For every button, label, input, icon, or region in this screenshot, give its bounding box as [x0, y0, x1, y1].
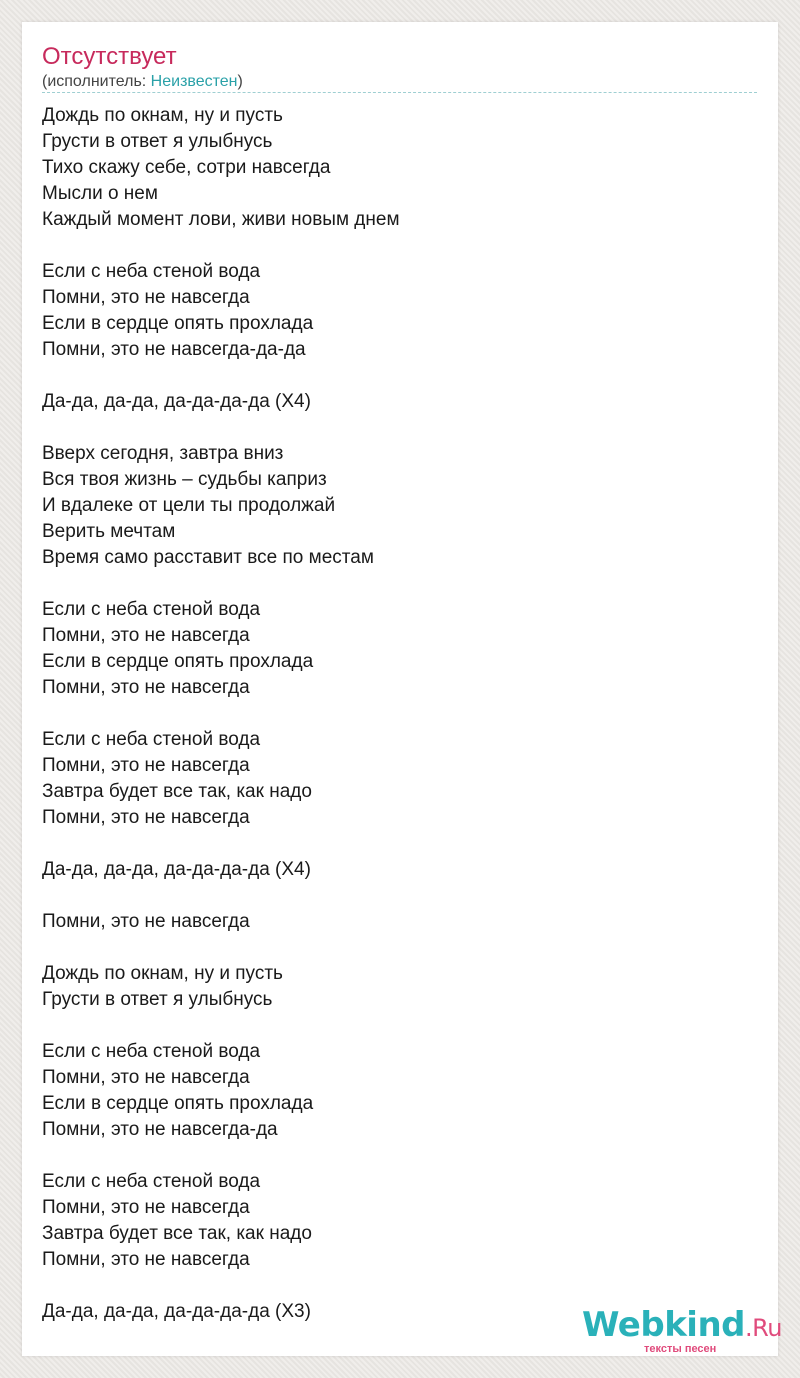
artist-prefix: (исполнитель: — [42, 73, 151, 90]
artist-suffix: ) — [237, 73, 243, 90]
logo-main-text: Webkind — [582, 1305, 745, 1345]
song-title: Отсутствует — [42, 43, 177, 70]
webkind-logo[interactable] — [582, 1305, 782, 1355]
lyrics-text: Дождь по окнам, ну и пусть Грусти в ответ я улыбнусь Тихо скажу себе, сотри навсегда Мысли о нем Каждый момент лови, живи новым днем Если с неба стеной вода Помни, это не навсегда Если в сердце опять прохлада Помни, это не навсегда-да-да Да-да, да-да, да-да-да-да (X4) Вверх сегодня, завтра вниз Вся твоя жизнь – судьбы каприз И вдалеке от цели ты продолжай Верить мечтам Время само расставит все по местам Если с неба стеной вода Помни, это не навсегда Если в сердце опять прохлада Помни, это не навсегда Если с неба стеной вода Помни, это не навсегда Завтра будет все так, как надо Помни, это не навсегда Да-да, да-да, да-да-да-да (X4) Помни, это не навсегда Дождь по окнам, ну и пусть Грусти в ответ я улыбнусь Если с неба стеной вода Помни, это не навсегда Если в сердце опять прохлада Помни, это не навсегда-да Если с неба стеной вода Помни, это не навсегда Завтра будет все так, как надо Помни, это не навсегда Да-да, да-да, да-да-да-да (X3) — [42, 105, 400, 1322]
artist-link[interactable]: Неизвестен — [150, 73, 238, 90]
logo-tld: .Ru — [745, 1314, 782, 1342]
logo-wordmark — [582, 1305, 782, 1348]
artist-line — [42, 72, 243, 92]
lyrics-card — [22, 22, 782, 1356]
title-divider — [42, 92, 757, 93]
logo-tagline: тексты песен — [644, 1343, 717, 1355]
